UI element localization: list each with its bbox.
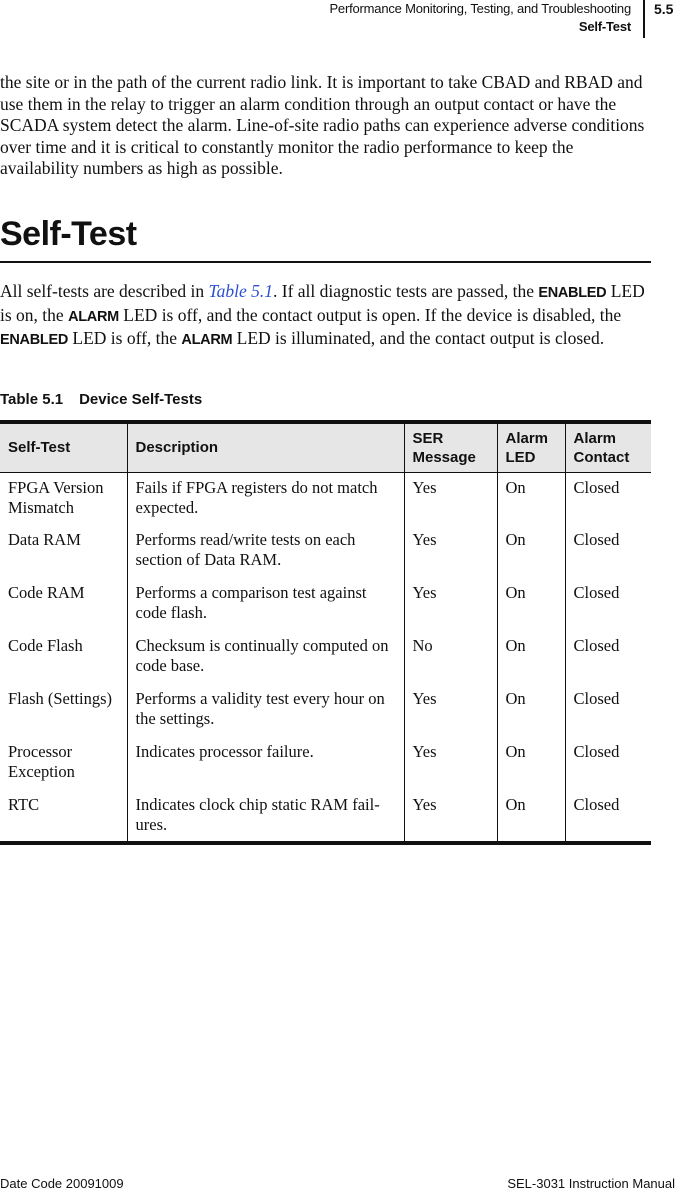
cell-ser-message: Yes [404,525,497,578]
cell-alarm-led: On [497,525,565,578]
table-header-row [0,422,651,472]
cell-alarm-led: On [497,631,565,684]
cell-alarm-contact: Closed [565,684,651,737]
column-header-alarm-contact: Alarm Contact [565,422,651,472]
table-row [0,790,651,843]
running-header [0,0,675,40]
table-row [0,684,651,737]
table-row [0,631,651,684]
cell-alarm-contact: Closed [565,578,651,631]
cell-self-test: RTC [8,795,40,814]
cell-alarm-led: On [497,737,565,790]
text-run: All self-tests are described in [0,281,209,301]
running-header-titles [329,0,631,36]
enabled-led-keyword: ENABLED [538,285,607,301]
cell-alarm-led: On [497,472,565,525]
cell-ser-message: Yes [404,578,497,631]
cell-ser-message: Yes [404,790,497,843]
intro-paragraph: the site or in the path of the current radio link. It is important to take CBAD and RBAD and use them in the relay to trigger an alarm condition through an output contact or have the SCADA system detect the alarm. Line-of-site radio paths can experience adverse conditions over time and it is critical to constantly monitor the radio performance to keep the availability numbers as high as possible. [0,72,645,178]
cell-description: Indicates clock chip static RAM fail-ures. [127,790,404,843]
cell-ser-message: No [404,631,497,684]
text-run: LED is off, and the contact output is open. If the device is disabled, the [118,304,622,325]
text-run: LED is off, the [68,328,182,348]
cell-description: Performs read/write tests on each section of Data RAM. [127,525,404,578]
column-header-alarm-led: Alarm LED [497,422,565,472]
table-row [0,525,651,578]
text-run: . If all diagnostic tests are passed, the [273,281,539,301]
cell-alarm-contact: Closed [565,737,651,790]
column-header-ser-message: SER Message [404,422,497,472]
cell-alarm-contact: Closed [565,631,651,684]
self-test-paragraph [0,281,652,352]
cell-description: Indicates processor failure. [127,737,404,790]
text-run: LED is on, the [0,281,645,325]
table-reference-link[interactable]: Table 5.1 [208,281,273,301]
cell-self-test: Processor Exception [8,742,75,781]
table-caption-title: Device Self-Tests [79,391,203,408]
cell-ser-message: Yes [404,472,497,525]
cell-description: Fails if FPGA registers do not match expected. [127,472,404,525]
chapter-title: Performance Monitoring, Testing, and Troubleshooting [329,1,631,16]
section-number: 5.5 [654,1,674,17]
cell-alarm-led: On [497,578,565,631]
section-heading-rule [0,261,651,263]
cell-alarm-contact: Closed [565,472,651,525]
table-caption-number: Table 5.1 [0,391,64,408]
alarm-led-keyword: ALARM [68,308,119,325]
self-tests-table [0,420,651,845]
date-code: Date Code 20091009 [0,1176,124,1191]
column-header-self-test: Self-Test [0,422,127,472]
table-caption [0,390,202,410]
cell-ser-message: Yes [404,684,497,737]
cell-self-test: FPGA Version Mismatch [8,477,104,517]
text-run: LED is illuminated, and the contact output is closed. [232,328,605,348]
table-row [0,578,651,631]
alarm-led-keyword: ALARM [181,332,233,348]
cell-self-test: Data RAM [8,530,81,549]
cell-self-test: Code RAM [8,583,85,602]
cell-description: Performs a comparison test against code flash. [127,578,404,631]
table-row [0,737,651,790]
section-heading: Self-Test [0,215,137,253]
cell-description: Performs a validity test every hour on the settings. [127,684,404,737]
section-title: Self-Test [578,19,631,34]
cell-alarm-led: On [497,684,565,737]
cell-ser-message: Yes [404,737,497,790]
cell-alarm-contact: Closed [565,525,651,578]
manual-title: SEL-3031 Instruction Manual [507,1176,675,1191]
cell-description: Checksum is continually computed on code base. [127,631,404,684]
cell-alarm-contact: Closed [565,790,651,843]
enabled-led-keyword: ENABLED [0,332,68,348]
table-row [0,472,651,525]
cell-alarm-led: On [497,790,565,843]
header-divider [643,0,645,38]
column-header-description: Description [127,422,404,472]
cell-self-test: Code Flash [8,636,83,655]
cell-self-test: Flash (Settings) [8,689,113,708]
